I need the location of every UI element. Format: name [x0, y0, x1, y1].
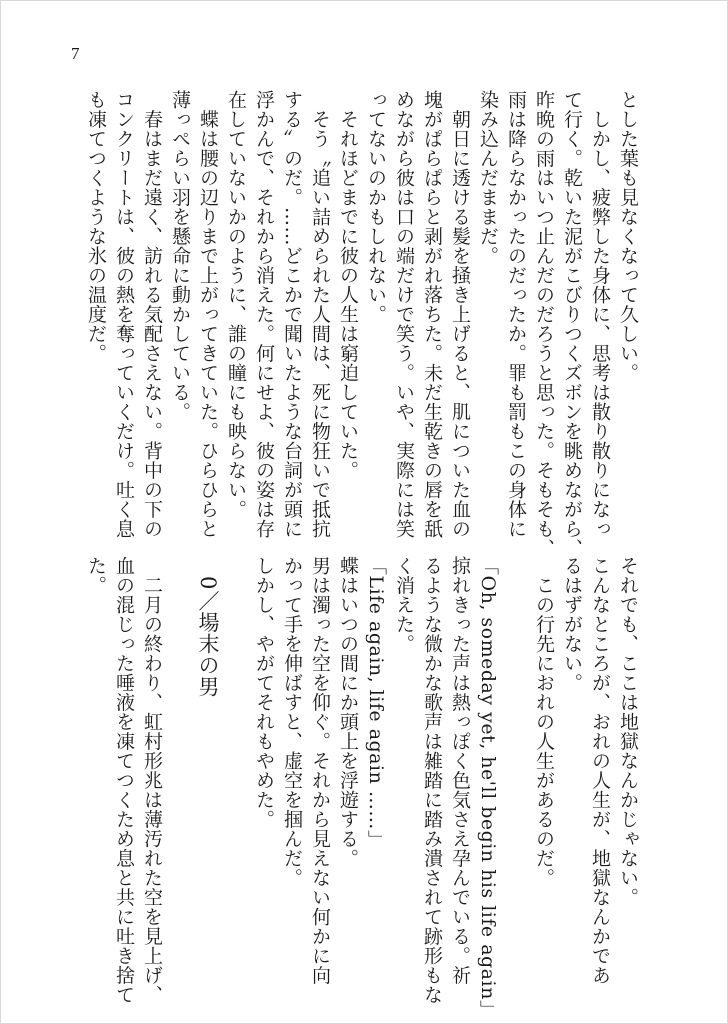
- text-line: 蝶はいつの間にか頭上を浮遊する。: [337, 556, 359, 868]
- text-line: るような微かな歌声は雑踏に踏み潰されて跡形もな: [421, 556, 443, 1005]
- text-line: 昨晩の雨はいつ止んだのだろうと思った。そもそも、: [533, 90, 555, 558]
- text-line: 春はまだ遠く、訪れる気配さえない。背中の下の: [141, 90, 163, 539]
- blank-line: [502, 556, 530, 976]
- lower-text-tier: [82, 556, 642, 1020]
- text-line: とした葉も見なくなって久しい。: [617, 90, 639, 383]
- text-line: この行先におれの人生があるのだ。: [533, 556, 555, 888]
- text-line: 男は濁った空を仰ぐ。それから見えない何かに向: [309, 556, 331, 985]
- text-line: 在していないかのように、誰の瞳にも映らない。: [225, 90, 247, 519]
- text-line: 薄っぺらい羽を懸命に動かしている。: [169, 90, 191, 422]
- text-line: 朝日に透ける髪を掻き上げると、肌についた血の: [449, 90, 471, 539]
- text-line: こんなところが、おれの人生が、地獄なんかであ: [589, 556, 611, 985]
- text-line: 浮かんで、それから消えた。何にせよ、彼の姿は存: [253, 90, 275, 539]
- text-line: ってないのかもしれない。: [365, 90, 387, 324]
- text-line: コンクリートは、彼の熱を奪っていくだけ。吐く息: [113, 90, 135, 539]
- text-line: 血の混じった唾液を凍てつくため息と共に吐き捨て: [113, 556, 135, 1005]
- chapter-heading: 0／場末の男: [196, 576, 220, 698]
- text-line: する〟のだ。……どこかで聞いたような台詞が頭に: [281, 90, 303, 539]
- text-line: そう〝追い詰められた人間は、死に物狂いで抵抗: [309, 90, 331, 539]
- text-line: 「Oh, someday yet, he'll begin his life again」: [477, 556, 499, 1020]
- text-line: も凍てつくような氷の温度だ。: [85, 90, 107, 363]
- text-line: それほどまでに彼の人生は窮迫していた。: [337, 90, 359, 480]
- blank-line: [222, 556, 250, 976]
- upper-text-tier: [82, 90, 642, 558]
- text-line: かって手を伸ばすと、虚空を掴んだ。: [281, 556, 303, 888]
- text-line: るはずがない。: [561, 556, 583, 693]
- text-line: く消えた。: [393, 556, 415, 654]
- text-line: て行く。乾いた泥がこびりつくズボンを眺めながら、: [561, 90, 583, 558]
- text-line: 塊がぱらぱらと剥がれ落ちた。未だ生乾きの唇を舐: [421, 90, 443, 539]
- text-line: 蝶は腰の辺りまで上がってきていた。ひらひらと: [197, 90, 219, 539]
- text-line: 「Life again, life again ……」: [365, 556, 387, 850]
- text-line: 掠れきった声は熱っぽく色気さえ孕んでいる。祈: [449, 556, 471, 985]
- text-line: それでも、ここは地獄なんかじゃない。: [617, 556, 639, 907]
- text-line: た。: [85, 556, 107, 595]
- text-line: めながら彼は口の端だけで笑う。いや、実際には笑: [393, 90, 415, 539]
- blank-line: [166, 556, 194, 976]
- page-number: 7: [71, 44, 80, 63]
- text-line: しかし、やがてそれもやめた。: [253, 556, 275, 829]
- text-line: 二月の終わり、虹村形兆は薄汚れた空を見上げ、: [141, 556, 163, 1005]
- text-line: 染み込んだままだ。: [477, 90, 499, 266]
- text-line: 雨は降らなかったのだったか。罪も罰もこの身体に: [505, 90, 527, 539]
- text-line: しかし、疲弊した身体に、思考は散り散りになっ: [589, 90, 611, 539]
